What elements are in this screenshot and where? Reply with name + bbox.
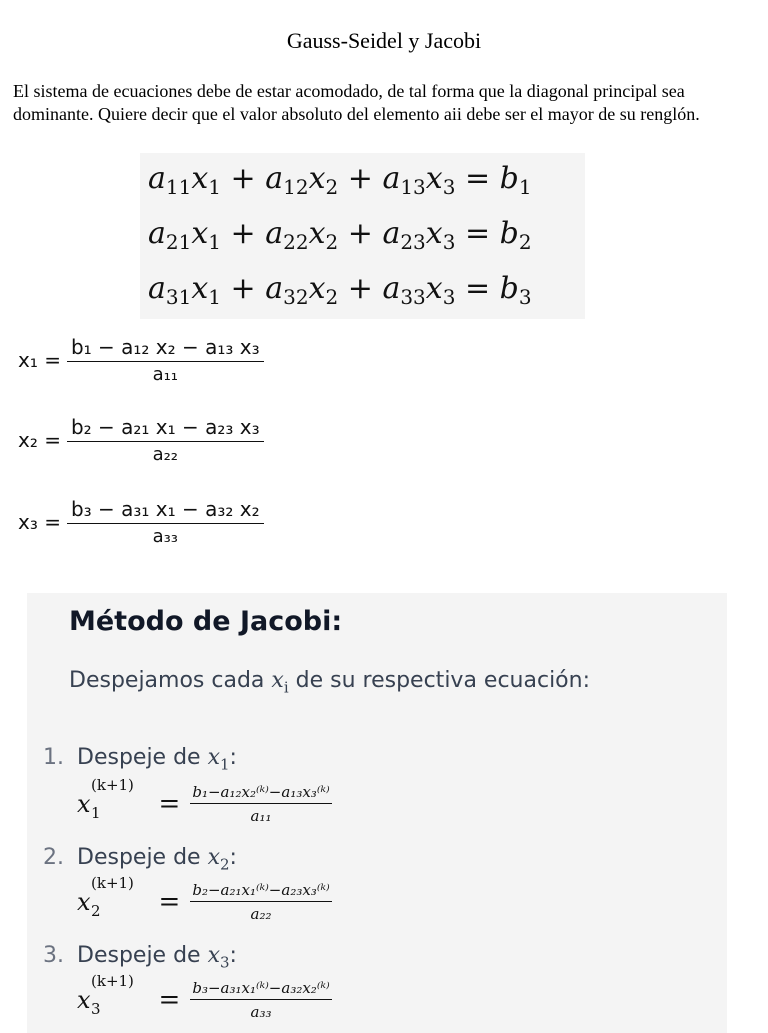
handwritten-formula-x2: x₂ = $\frac{\text{b₂ − a₂₁ x₁ − a₂₃ x₃}}{\text{a₂₂}}$ bbox=[18, 415, 264, 465]
intro-paragraph: El sistema de ecuaciones debe de estar acomodado, de tal forma que la diagonal principal sea dominante. Quiere decir que el valor absoluto del elemento aii debe ser el mayor de su renglón. bbox=[13, 81, 700, 124]
jacobi-title: Método de Jacobi: bbox=[69, 606, 343, 637]
equation-row-1: $a_{11}x_1 + a_{12}x_2 + a_{13}x_3 = b_1$ bbox=[148, 161, 532, 199]
equation-row-3: $a_{31}x_1 + a_{32}x_2 + a_{33}x_3 = b_3$ bbox=[148, 271, 532, 309]
jacobi-panel bbox=[27, 593, 727, 1033]
handwritten-formula-x3: x₃ = $\frac{\text{b₃ − a₃₁ x₁ − a₃₂ x₂}}{\text{a₃₃}}$ bbox=[18, 497, 264, 547]
jacobi-subtitle: Despejamos cada $x_i$ de su respectiva ecuación: bbox=[69, 668, 590, 697]
step-3-formula: x (k+1) 3 = $\frac{\text{b₃−a₃₁x₁⁽ᵏ⁾−a₃₂x₂⁽ᵏ⁾}}{\text{a₃₃}}$ bbox=[77, 972, 330, 1021]
page-title: Gauss-Seidel y Jacobi bbox=[286, 28, 482, 53]
handwritten-formula-x1: x₁ = $\frac{\text{b₁ − a₁₂ x₂ − a₁₃ x₃}}{\text{a₁₁}}$ bbox=[18, 335, 264, 385]
step-1-label: 1. Despeje de $x_1$: bbox=[43, 745, 237, 774]
step-3-label: 3. Despeje de $x_3$: bbox=[43, 943, 237, 972]
equation-system bbox=[140, 153, 585, 319]
step-2-formula: x (k+1) 2 = $\frac{\text{b₂−a₂₁x₁⁽ᵏ⁾−a₂₃x₃⁽ᵏ⁾}}{\text{a₂₂}}$ bbox=[77, 874, 330, 923]
step-2-label: 2. Despeje de $x_2$: bbox=[43, 845, 237, 874]
equation-row-2: $a_{21}x_1 + a_{22}x_2 + a_{23}x_3 = b_2$ bbox=[148, 216, 532, 254]
step-1-formula: x (k+1) 1 = $\frac{\text{b₁−a₁₂x₂⁽ᵏ⁾−a₁₃x₃⁽ᵏ⁾}}{\text{a₁₁}}$ bbox=[77, 776, 330, 825]
